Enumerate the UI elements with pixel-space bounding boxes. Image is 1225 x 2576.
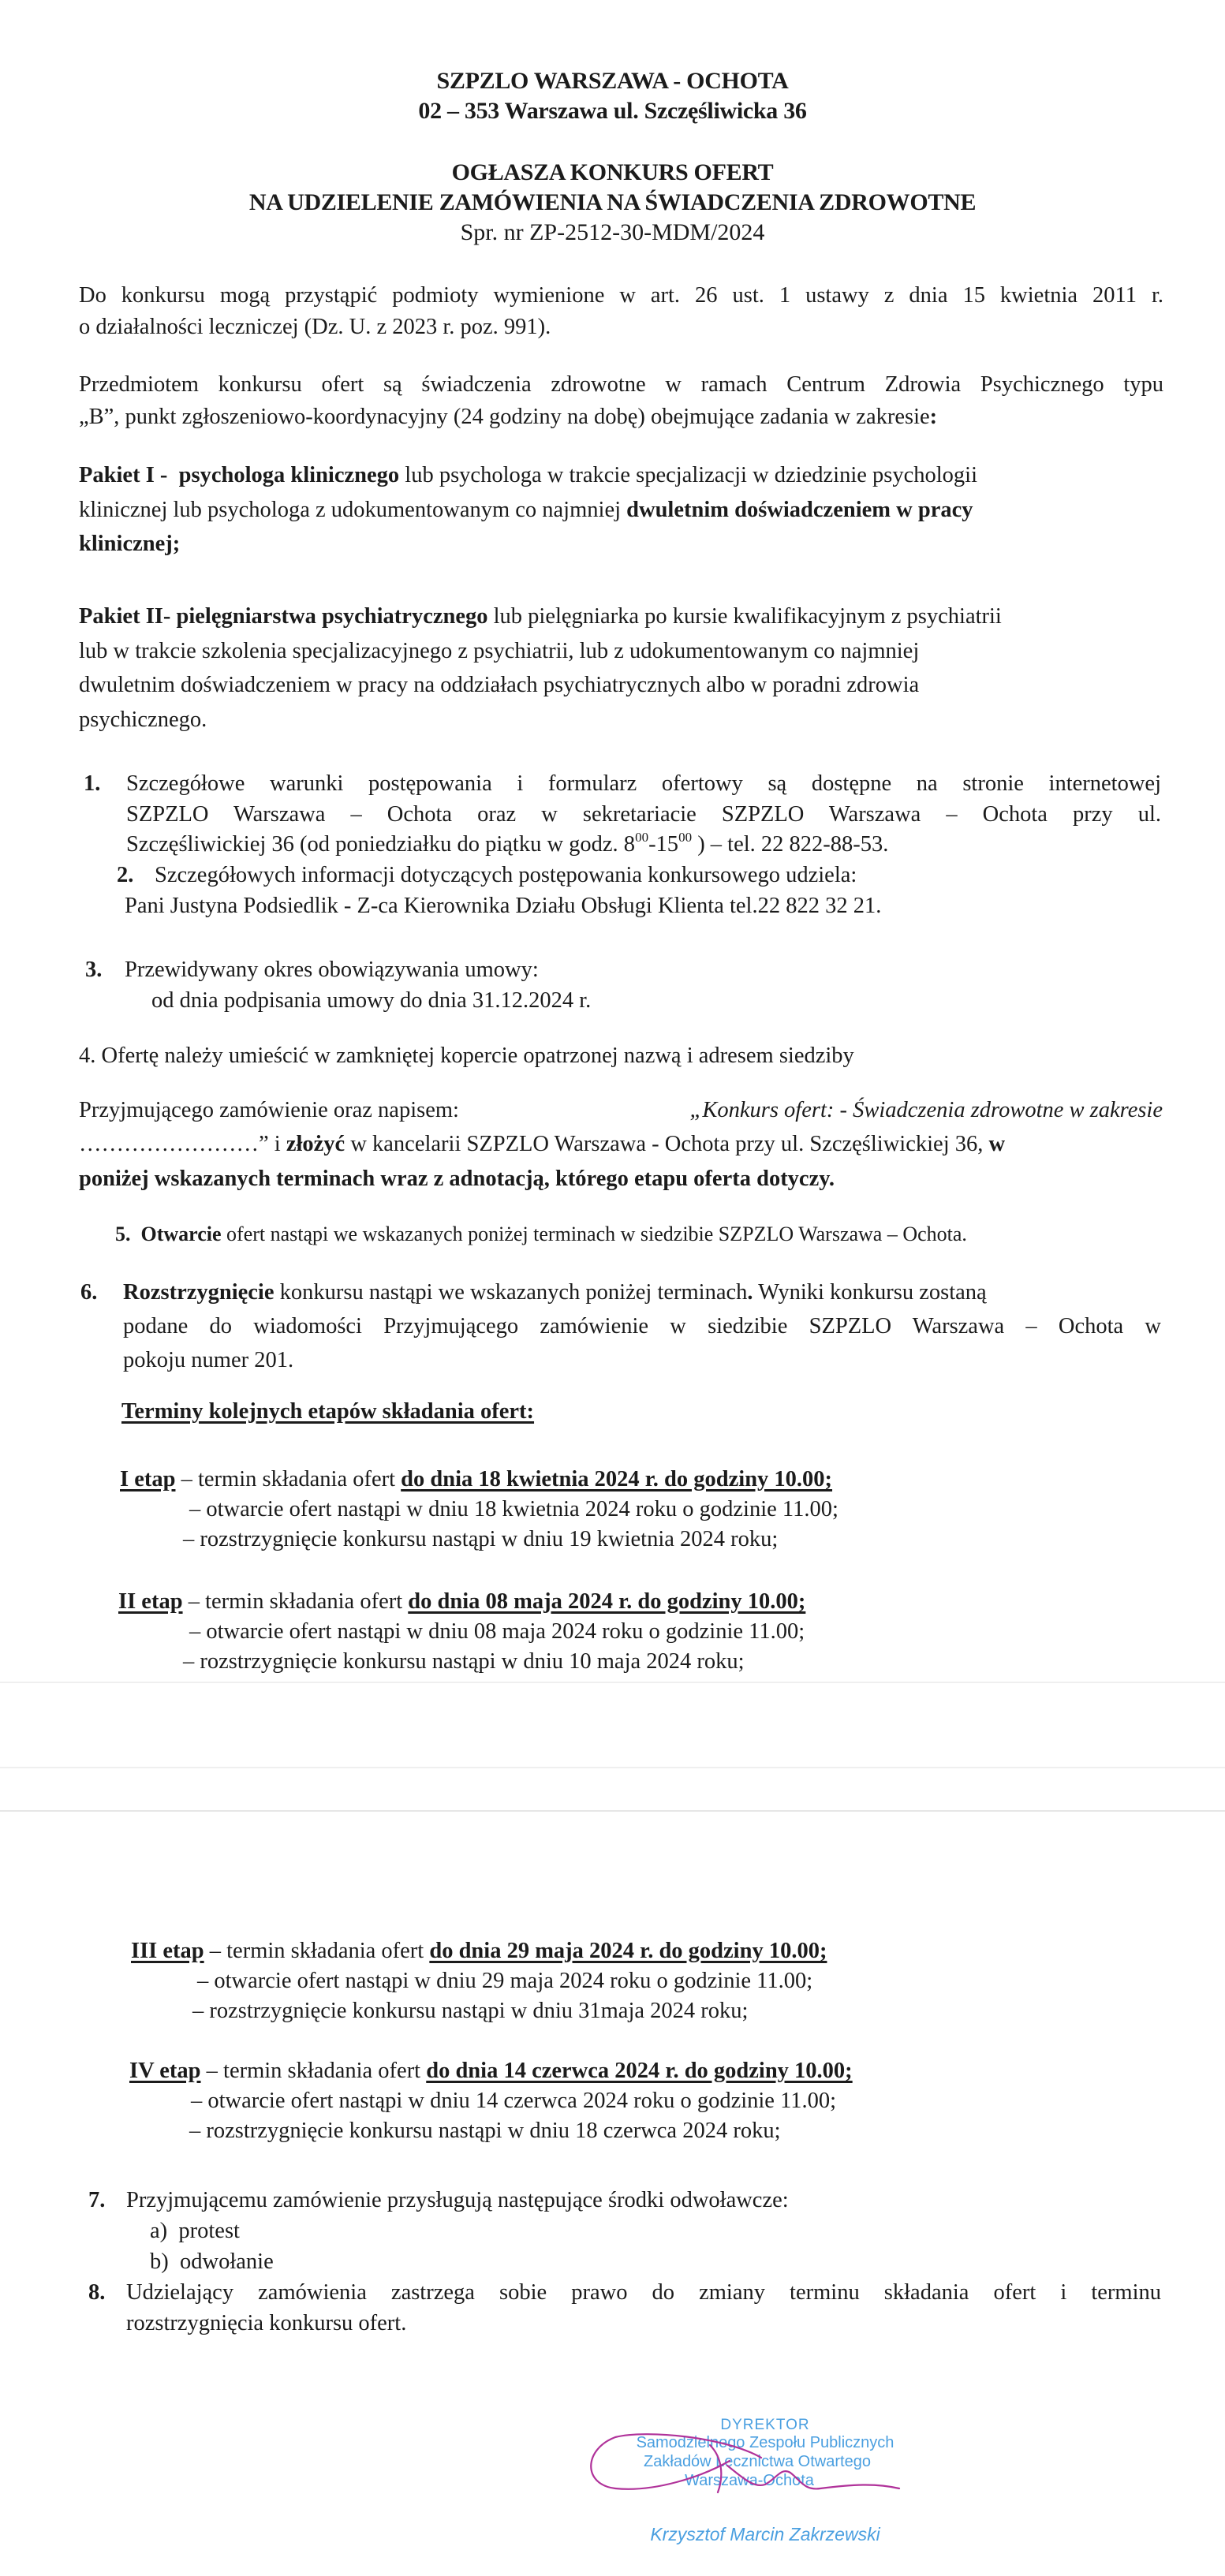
stage-1-label: I etap	[120, 1467, 176, 1491]
stage-4-header: IV etap – termin składania ofert do dnia 14 czerwca 2024 r. do godziny 10.00;	[129, 2059, 853, 2083]
pakiet-2-line-2: lub w trakcie szkolenia specjalizacyjnego z psychiatrii, lub z udokumentowanym co najmniej	[79, 639, 920, 663]
item-1-line-3: Szczęśliwickiej 36 (od poniedziałku do piątku w godz. $8^{00}-15^{00}$ ) – tel. 22 822-88-53.	[126, 830, 889, 857]
schedule-heading: Terminy kolejnych etapów składania ofert:	[121, 1399, 535, 1424]
org-name: SZPZLO WARSZAWA - OCHOTA	[436, 68, 789, 94]
stage-3-deadline: do dnia 29 maja 2024 r. do godziny 10.00;	[429, 1939, 827, 1963]
item-3-line-1: Przewidywany okres obowiązywania umowy:	[125, 958, 539, 982]
item-7-line-1: Przyjmującemu zamówienie przysługują następujące środki odwoławcze:	[126, 2188, 789, 2212]
intro-line-1: Do konkursu mogą przystąpić podmioty wymienione w art. 26 ust. 1 ustawy z dnia 15 kwietnia 2011 r.	[79, 283, 1163, 308]
item-5: 5. Otwarcie ofert nastąpi we wskazanych poniżej terminach w siedzibie SZPZLO Warszawa – Ochota.	[115, 1223, 967, 1245]
subject-line-1: Przedmiotem konkursu ofert są świadczenia zdrowotne w ramach Centrum Zdrowia Psychicznego typu	[79, 372, 1163, 397]
item-7-option-a: a) protest	[150, 2219, 240, 2243]
item-6-line-2: podane do wiadomości Przyjmującego zamówienie w siedzibie SZPZLO Warszawa – Ochota w	[123, 1314, 1161, 1338]
stage-2-label: II etap	[118, 1589, 183, 1614]
stage-2-resolution: – rozstrzygnięcie konkursu nastąpi w dniu 10 maja 2024 roku;	[183, 1649, 745, 1674]
stage-3-opening: – otwarcie ofert nastąpi w dniu 29 maja 2024 roku o godzinie 11.00;	[197, 1969, 813, 1993]
announcement-title: OGŁASZA KONKURS OFERT	[451, 159, 774, 185]
item-3-number: 3.	[85, 958, 103, 982]
item-8-line-2: rozstrzygnięcia konkursu ofert.	[126, 2311, 407, 2335]
stage-4-opening: – otwarcie ofert nastąpi w dniu 14 czerwca 2024 roku o godzinie 11.00;	[191, 2089, 837, 2113]
item-1-number: 1.	[84, 771, 101, 796]
pakiet-1: Pakiet I - psychologa klinicznego lub psychologa w trakcie specjalizacji w dziedzinie psychologii	[79, 463, 978, 487]
page-break-line	[0, 1810, 1225, 1812]
pakiet-2-line-3: dwuletnim doświadczeniem w pracy na oddziałach psychiatrycznych albo w poradni zdrowia	[79, 673, 920, 697]
item-4-line-3: ……………………” i złożyć w kancelarii SZPZLO Warszawa - Ochota przy ul. Szczęśliwickiej 36, w	[79, 1132, 1006, 1156]
signature-stroke	[591, 2434, 899, 2492]
case-number: Spr. nr ZP-2512-30-MDM/2024	[460, 219, 765, 245]
stage-4-resolution: – rozstrzygnięcie konkursu nastąpi w dniu 18 czerwca 2024 roku;	[189, 2119, 781, 2143]
pakiet-1-role: psychologa klinicznego	[178, 463, 400, 487]
signatory-name: Krzysztof Marcin Zakrzewski	[650, 2524, 880, 2544]
pakiet-1-label: Pakiet I -	[79, 463, 168, 487]
item-3-line-2: od dnia podpisania umowy do dnia 31.12.2024 r.	[151, 988, 592, 1013]
item-6-line-3: pokoju numer 201.	[123, 1348, 294, 1372]
item-4-line-1: 4. Ofertę należy umieścić w zamkniętej kopercie opatrzonej nazwą i adresem siedziby	[79, 1043, 854, 1068]
pakiet-2-line-4: psychicznego.	[79, 707, 207, 732]
pakiet-2: Pakiet II- pielęgniarstwa psychiatrycznego lub pielęgniarka po kursie kwalifikacyjnym z psychiatrii	[79, 604, 1002, 629]
stamp-line-2: Zakładów Lecznictwa Otwartego	[644, 2453, 871, 2470]
stage-1-resolution: – rozstrzygnięcie konkursu nastąpi w dniu 19 kwietnia 2024 roku;	[183, 1527, 779, 1551]
stage-3-header: III etap – termin składania ofert do dnia 29 maja 2024 r. do godziny 10.00;	[131, 1939, 827, 1963]
item-8-number: 8.	[88, 2280, 106, 2305]
stamp-title: DYREKTOR	[720, 2417, 810, 2433]
pakiet-2-role: pielęgniarstwa psychiatrycznego	[176, 604, 488, 629]
pakiet-1-line-3: klinicznej;	[79, 532, 181, 556]
item-1-line-2: SZPZLO Warszawa – Ochota oraz w sekretariacie SZPZLO Warszawa – Ochota przy ul.	[126, 802, 1161, 827]
item-4-line-4: poniżej wskazanych terminach wraz z adnotacją, którego etapu oferta dotyczy.	[79, 1167, 835, 1191]
item-7-option-b: b) odwołanie	[150, 2249, 274, 2274]
org-address: 02 – 353 Warszawa ul. Szczęśliwicka 36	[418, 98, 807, 124]
stage-3-resolution: – rozstrzygnięcie konkursu nastąpi w dniu 31maja 2024 roku;	[192, 1999, 749, 2023]
subject-line-2: „B”, punkt zgłoszeniowo-koordynacyjny (24 godziny na dobę) obejmujące zadania w zakresie:	[79, 405, 938, 429]
stage-1-opening: – otwarcie ofert nastąpi w dniu 18 kwietnia 2024 roku o godzinie 11.00;	[189, 1497, 838, 1521]
item-8-line-1: Udzielający zamówienia zastrzega sobie prawo do zmiany terminu składania ofert i terminu	[126, 2280, 1161, 2305]
item-1-line-1: Szczegółowe warunki postępowania i formularz ofertowy są dostępne na stronie internetowej	[126, 771, 1161, 796]
stage-2-header: II etap – termin składania ofert do dnia 08 maja 2024 r. do godziny 10.00;	[118, 1589, 806, 1614]
intro-line-2: o działalności leczniczej (Dz. U. z 2023 r. poz. 991).	[79, 315, 551, 339]
stamp-line-3: Warszawa-Ochota	[685, 2472, 814, 2489]
stage-1-header: I etap – termin składania ofert do dnia 18 kwietnia 2024 r. do godziny 10.00;	[120, 1467, 833, 1491]
item-4-line-2: Przyjmującego zamówienie oraz napisem: „Konkurs ofert: - Świadczenia zdrowotne w zakresie	[79, 1098, 1163, 1122]
stage-3-label: III etap	[131, 1939, 204, 1963]
pakiet-1-line-2: klinicznej lub psychologa z udokumentowanym co najmniej dwuletnim doświadczeniem w pracy	[79, 498, 973, 522]
stage-4-label: IV etap	[129, 2059, 201, 2083]
item-2-line-1: Szczegółowych informacji dotyczących postępowania konkursowego udziela:	[155, 863, 857, 887]
item-7-number: 7.	[88, 2188, 106, 2212]
scan-artifact-line	[0, 1682, 1225, 1683]
scan-artifact-line	[0, 1767, 1225, 1768]
item-2-number: 2.	[117, 863, 134, 887]
stamp-line-1: Samodzielnego Zespołu Publicznych	[636, 2434, 894, 2451]
pakiet-2-label: Pakiet II-	[79, 604, 171, 629]
item-6-line-1: Rozstrzygnięcie konkursu nastąpi we wskazanych poniżej terminach. Wyniki konkursu zostaną	[123, 1280, 987, 1305]
handwritten-signature	[584, 2429, 915, 2500]
stage-2-opening: – otwarcie ofert nastąpi w dniu 08 maja 2024 roku o godzinie 11.00;	[189, 1619, 805, 1644]
stage-1-deadline: do dnia 18 kwietnia 2024 r. do godziny 10.00;	[401, 1467, 833, 1491]
item-6-number: 6.	[80, 1280, 98, 1305]
stage-2-deadline: do dnia 08 maja 2024 r. do godziny 10.00;	[408, 1589, 806, 1614]
stage-4-deadline: do dnia 14 czerwca 2024 r. do godziny 10.00;	[426, 2059, 853, 2083]
item-2-line-2: Pani Justyna Podsiedlik - Z-ca Kierownika Działu Obsługi Klienta tel.22 822 32 21.	[125, 894, 882, 918]
announcement-subtitle: NA UDZIELENIE ZAMÓWIENIA NA ŚWIADCZENIA ZDROWOTNE	[248, 189, 977, 215]
